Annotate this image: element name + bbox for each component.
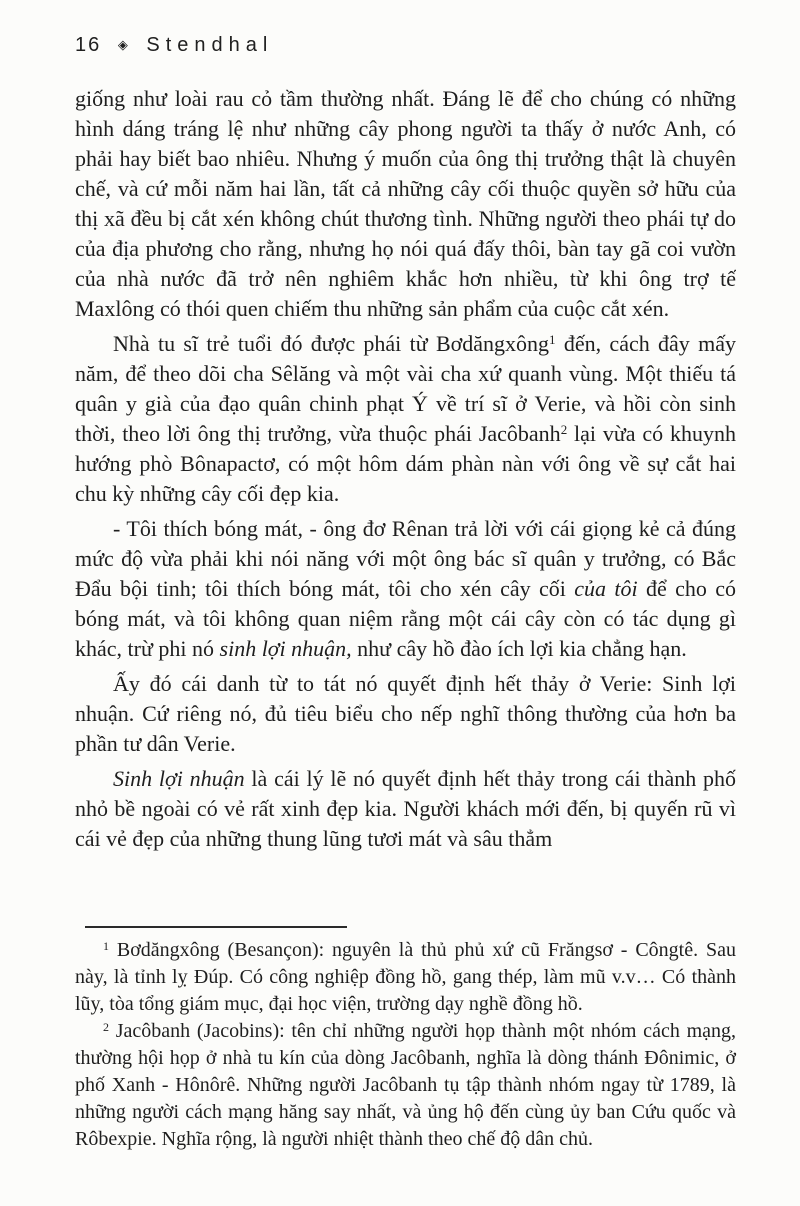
paragraph: - Tôi thích bóng mát, - ông đơ Rênan trả lời với cái giọng kẻ cả đúng mức độ vừa phải khi nói năng với một ông bác sĩ quân y trưởng, có Bắc Đẩu bội tinh; tôi thích bóng mát, tôi cho xén cây cối của tôi để cho có bóng mát, và tôi không quan niệm rằng một cái cây còn có tác dụng gì khác, trừ phi nó sinh lợi nhuận, như cây hồ đào ích lợi kia chẳng hạn. <box>75 516 736 661</box>
paragraph: Nhà tu sĩ trẻ tuổi đó được phái từ Bơdăngxông$^1$ đến, cách đây mấy năm, để theo dõi cha Sêlăng và một vài cha xứ quanh vùng. Một thiếu tá quân y già của đạo quân chinh phạt Ý về trí sĩ ở Verie, và hồi còn sinh thời, theo lời ông thị trưởng, vừa thuộc phái Jacôbanh$^2$ lại vừa có khuynh hướng phò Bônapactơ, có một hôm dám phàn nàn với ông về sự cắt hai chu kỳ những cây cối đẹp kia. <box>75 331 736 506</box>
body-text <box>75 84 736 918</box>
page-header <box>75 34 736 60</box>
footnote: $^2$ Jacôbanh (Jacobins): tên chỉ những người họp thành một nhóm cách mạng, thường hội họp ở nhà tu kín của dòng Jacôbanh, nghĩa là dòng thánh Đônimic, ở phố Xanh - Hônôrê. Những người Jacôbanh tụ tập thành nhóm ngay từ 1789, là những người cách mạng hăng say nhất, và ủng hộ đến cùng ủy ban Cứu quốc và Rôbexpie. Nghĩa rộng, là người nhiệt thành theo chế độ dân chủ. <box>75 1020 736 1150</box>
paragraph: Ấy đó cái danh từ to tát nó quyết định hết thảy ở Verie: Sinh lợi nhuận. Cứ riêng nó, đủ tiêu biểu cho nếp nghĩ thông thường của hơn ba phần tư dân Verie. <box>75 671 736 756</box>
page-number: 16 <box>75 34 102 56</box>
paragraph: Sinh lợi nhuận là cái lý lẽ nó quyết định hết thảy trong cái thành phố nhỏ bề ngoài có vẻ rất xinh đẹp kia. Người khách mới đến, bị quyến rũ vì cái vẻ đẹp của những thung lũng tươi mát và sâu thẳm <box>75 766 736 851</box>
footnote-separator <box>85 926 347 928</box>
footnotes <box>75 937 736 1153</box>
diamond-ornament-icon: ◈ <box>117 37 130 52</box>
paragraph: giống như loài rau cỏ tầm thường nhất. Đáng lẽ để cho chúng có những hình dáng tráng lệ như những cây phong người ta thấy ở nước Anh, có phải hay biết bao nhiêu. Nhưng ý muốn của ông thị trưởng thật là chuyên chế, và cứ mỗi năm hai lần, tất cả những cây cối thuộc quyền sở hữu của thị xã đều bị cắt xén không chút thương tình. Những người theo phái tự do của địa phương cho rằng, nhưng họ nói quá đấy thôi, bàn tay gã coi vườn của nhà nước đã trở nên nghiêm khắc hơn nhiều, từ khi ông trợ tế Maxlông có thói quen chiếm thu những sản phẩm của cuộc cắt xén. <box>75 86 736 321</box>
footnote: $^1$ Bơdăngxông (Besançon): nguyên là thủ phủ xứ cũ Frăngsơ - Côngtê. Sau này, là tỉnh lỵ Đúp. Có công nghiệp đồng hồ, gang thép, làm mũ v.v… Có thành lũy, tòa tổng giám mục, đại học viện, trường dạy nghề đồng hồ. <box>75 939 736 1015</box>
author-running-head: Stendhal <box>146 34 274 56</box>
